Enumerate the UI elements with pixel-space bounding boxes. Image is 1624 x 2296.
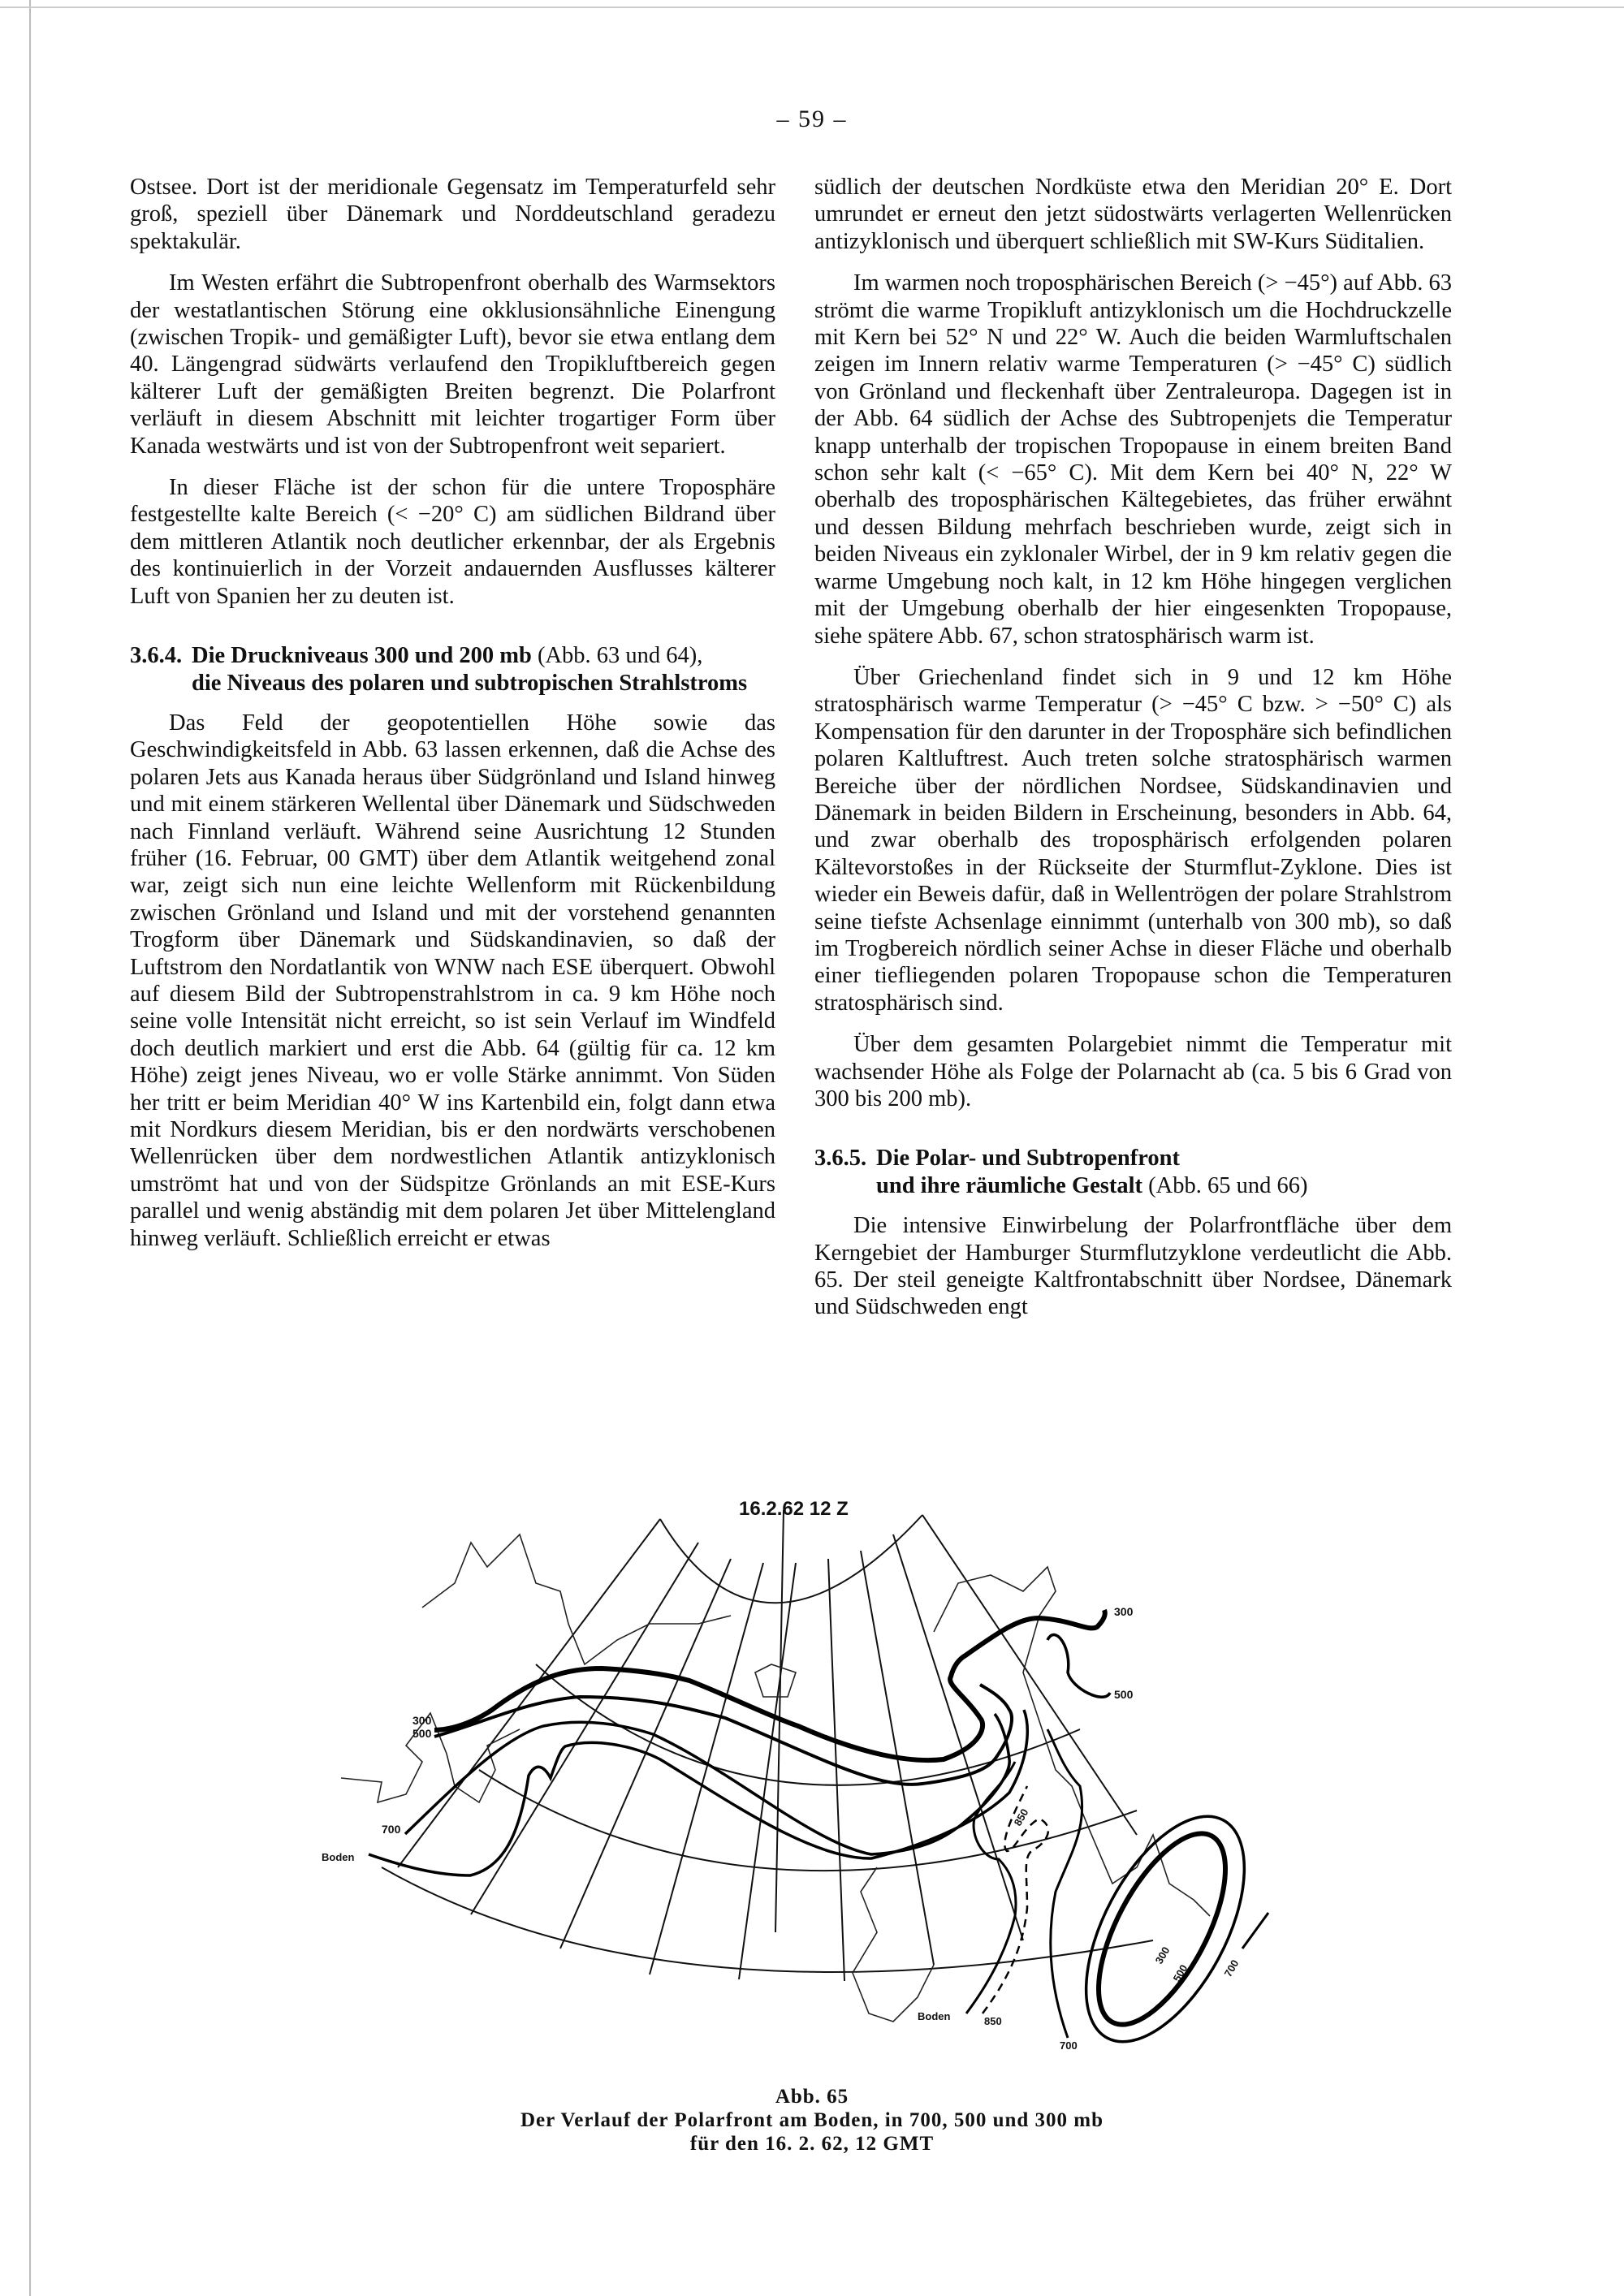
front-850mb [983,1786,1048,2013]
front-300mb-loop [1073,1815,1250,2043]
meridian [650,1563,763,1974]
paragraph: Die intensive Einwirbelung der Polarfrontfläche über dem Kerngebiet der Hamburger Sturmflutzyklone verdeutlicht die Abb. 65. Der steil geneigte Kaltfrontabschnitt über Nordsee, Dänemark und Südschweden engt [814,1213,1452,1320]
section-ref: (Abb. 63 und 64), [531,643,703,669]
label-850: 850 [984,2015,1002,2027]
paragraph: Über Griechenland findet sich in 9 und 12 km Höhe stratosphärisch warme Temperatur (> −45° C bzw. > −50° C) als Kompensation für den darunter in der Troposphäre sich befindlichen polaren Kaltluftrest. Auch treten solche stratosphärisch warmen Bereiche über der nördlichen Nordsee, Südskandinavien und Dänemark in beiden Bildern in Erscheinung, besonders in Abb. 64, und zwar oberhalb des troposphärisch erfolgenden polaren Kältevorstoßes in der Rückseite der Sturmflut-Zyklone. Dies ist wieder ein Beweis dafür, daß in Wellentrögen der polare Strahlstrom seine tiefste Achsenlage einnimmt (unterhalb von 300 mb), so daß im Trogbereich nördlich seiner Achse in dieser Fläche und oberhalb einer tiefliegenden polaren Tropopause schon die Temperaturen stratosphärisch sind. [814,664,1452,1016]
caption-title: Abb. 65 [775,2086,849,2108]
front-surface [369,1710,1027,1875]
caption-line: Der Verlauf der Polarfront am Boden, in 700, 500 und 300 mb [520,2109,1104,2131]
label-500: 500 [412,1727,432,1740]
map-title: 16.2.62 12 Z [739,1498,849,1520]
label-500: 500 [1170,1962,1190,1984]
paragraph: südlich der deutschen Nordküste etwa den Meridian 20° E. Dort umrundet er erneut den jetzt südostwärts verlagerten Wellenrücken antizyklonisch und überquert schließlich mit SW-Kurs Süditalien. [814,175,1452,254]
latitude-arc-mid [536,1664,1080,1785]
left-column [130,174,775,1267]
latitude-arc-outer [382,1867,1153,1972]
caption-line: für den 16. 2. 62, 12 GMT [689,2133,935,2155]
meridian [861,1551,934,1965]
coastline-iberia [853,1867,934,2022]
section-subtitle-line [814,1172,1452,1199]
right-column [814,174,1452,1336]
section-heading-3-6-4 [130,642,775,697]
label-850: 850 [1011,1806,1031,1828]
section-heading-3-6-5 [814,1145,1452,1199]
paragraph: In dieser Fläche ist der schon für die untere Troposphäre festgestellte kalte Bereich (< −20° C) am südlichen Bildrand über dem mittleren Atlantik noch deutlicher erkennbar, der als Ergebnis des kontinuierlich in der Vorzeit andauernden Ausflusses kälterer Luft von Spanien her zu deuten ist. [130,475,775,609]
section-title: Die Polar- und Subtropenfront [876,1146,1180,1172]
meridian [893,1534,1023,1940]
paragraph: Das Feld der geopotentiellen Höhe sowie das Geschwindigkeitsfeld in Abb. 63 lassen erkennen, daß die Achse des polaren Jets aus Kanada heraus über Südgrönland und Island hinweg und mit einem stärkeren Wellental über Dänemark und Südschweden nach Finnland verläuft. Während seine Ausrichtung 12 Stunden früher (16. Februar, 00 GMT) über dem Atlantik weitgehend zonal war, zeigt sich nun eine leichte Wellenform mit Rückenbildung zwischen Grönland und Island und mit der vorstehend genannten Trogform über Dänemark und Südskandinavien, so daß der Luftstrom den Nordatlantik von WNW nach ESE überquert. Obwohl auf diesem Bild der Subtropenstrahlstrom in ca. 9 km Höhe noch seine volle Intensität nicht erreicht, so ist sein Verlauf im Windfeld doch deutlich markiert und erst die Abb. 64 (gültig für ca. 12 km Höhe) zeigt jenes Niveau, wo er volle Stärke annimmt. Von Süden her tritt er beim Meridian 40° W ins Kartenbild ein, folgt dann etwa mit Nordkurs diesem Meridian, bis er den nordwärts verschobenen Wellenrücken über dem nordwestlichen Atlantik antizyklonisch umströmt hat und von der Südspitze Grönlands an mit ESE-Kurs parallel und wenig abständig mit dem polaren Jet über Mittelengland hinweg verläuft. Schließlich erreicht er etwas [130,710,775,1251]
page-frame-left [29,0,31,2296]
front-700mb [405,1714,1009,1854]
latitude-arc-mid2 [479,1770,1137,1871]
coastline-america [341,1713,520,1802]
label-boden: Boden [918,2010,951,2022]
page-frame-top [0,6,1624,8]
section-subtitle: die Niveaus des polaren und subtropischen Strahlstroms [192,670,748,696]
front-300mb [434,1610,1105,1760]
paragraph: Im Westen erfährt die Subtropenfront oberhalb des Warmsektors der westatlantischen Störung eine okklusionsähnliche Einengung (zwischen Tropik- und gemäßigter Luft), bevor sie etwa entlang dem 40. Längengrad südwärts verlaufend den Tropikluftbereich gegen kälterer Luft der gemäßigten Breiten begrenzt. Die Polarfront verläuft in diesem Abschnitt mit leichter trogartiger Form über Kanada westwärts und ist von der Subtropenfront weit separiert. [130,270,775,459]
map-labels [322,1498,1241,2052]
figure-caption [0,2085,1624,2156]
meridian [922,1515,1137,1835]
label-300: 300 [1114,1605,1134,1618]
meridian-top [775,1510,784,1932]
coastline-europe [934,1567,1210,1916]
meridian [828,1559,844,1981]
paragraph: Ostsee. Dort ist der meridionale Gegensatz im Temperaturfeld sehr groß, speziell über Dänemark und Norddeutschland geradezu spektakulär. [130,175,775,254]
front-500mb-east [1047,1635,1110,1698]
label-500: 500 [1114,1688,1134,1701]
front-500mb-loop [1053,1792,1276,2067]
section-ref: (Abb. 65 und 66) [1142,1172,1308,1198]
map-grid [382,1510,1153,1981]
front-lines [369,1610,1277,2066]
paragraph: Im warmen noch troposphärischen Bereich (> −45°) auf Abb. 63 strömt die warme Tropikluft antizyklonisch um die Hochdruckzelle mit Kern bei 52° N und 22° W. Auch die beiden Warmluftschalen zeigen im Innern relativ warme Temperaturen (> −45° C) südlich von Grönland und fleckenhaft über Zentraleuropa. Dagegen ist in der Abb. 64 südlich der Achse des Subtropenjets die Temperatur knapp unterhalb der tropischen Tropopause in einem breiten Band schon sehr kalt (< −65° C). Mit dem Kern bei 40° N, 22° W oberhalb des troposphärischen Kältegebietes, das früher erwähnt und dessen Bildung mehrfach beschrieben wurde, zeigt sich in beiden Niveaus ein zyklonaler Wirbel, der in 9 km relativ gegen die warme Umgebung noch kalt, in 12 km Höhe hingegen verglichen mit der Umgebung oberhalb der hier eingesenkten Tropopause, siehe spätere Abb. 67, schon stratosphärisch warm ist. [814,270,1452,649]
front-surface-south [966,1762,1016,2013]
label-boden: Boden [322,1851,355,1863]
meridian [739,1563,796,1979]
label-300: 300 [412,1714,432,1727]
label-300: 300 [1152,1944,1173,1966]
label-700: 700 [1060,2039,1078,2052]
page-number: – 59 – [776,106,848,132]
label-700: 700 [1221,1957,1242,1979]
meridian [560,1559,731,1949]
meridian [471,1543,698,1914]
section-subtitle: und ihre räumliche Gestalt [876,1172,1143,1198]
coastline-greenland [422,1534,731,1664]
front-700mb-east [1242,1913,1268,1949]
meridian [398,1519,660,1867]
label-700: 700 [382,1823,401,1836]
front-700mb-south [1047,1729,1082,2038]
latitude-arc-inner [660,1515,922,1603]
section-title: Die Druckniveaus 300 und 200 mb [192,643,532,669]
section-number: 3.6.5. [814,1146,867,1172]
front-500mb [434,1685,1012,1785]
coastlines [341,1534,1210,2022]
paragraph: Über dem gesamten Polargebiet nimmt die Temperatur mit wachsender Höhe als Folge der Polarnacht ab (ca. 5 bis 6 Grad von 300 bis 200 mb). [814,1032,1452,1111]
section-number: 3.6.4. [130,643,183,669]
coastline-iceland [755,1664,796,1697]
